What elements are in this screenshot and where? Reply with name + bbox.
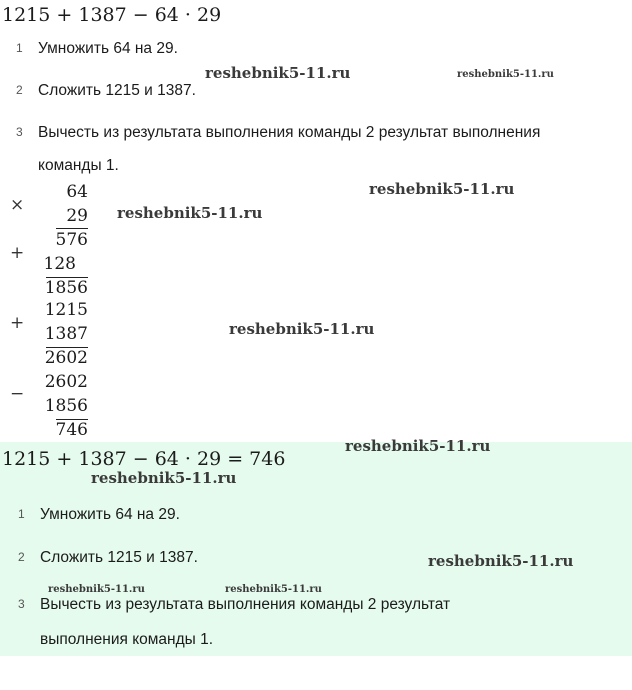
answer-step-1 [18,506,180,524]
plus-sign: + [10,313,25,333]
operand: 1215 [44,300,88,320]
operand: 2602 [44,372,88,392]
column-addition-partial [40,252,88,300]
watermark: reshebnik5-11.ru [369,180,515,198]
step-3-continued [38,157,119,175]
result-line [46,347,88,348]
step-number: 2 [16,83,23,97]
plus-sign: + [10,243,25,263]
result-line [46,277,88,278]
multiply-sign: × [10,195,25,215]
step-text: Сложить 1215 и 1387. [40,549,198,566]
watermark: reshebnik5-11.ru [205,64,351,82]
column-subtraction [40,370,88,442]
step-text: Умножить 64 на 29. [38,40,178,57]
result: 746 [55,420,88,440]
operand: 29 [66,206,88,226]
result-line [56,228,88,229]
step-number: 1 [18,507,25,521]
result: 576 [55,230,88,250]
step-number: 2 [18,550,25,564]
column-multiplication [40,180,88,252]
watermark: reshebnik5-11.ru [225,584,322,595]
step-number: 3 [16,125,23,139]
step-text: Вычесть из результата выполнения команды 2 результат выполнения [38,124,541,141]
answer-step-3-continued [40,631,213,649]
step-text: Сложить 1215 и 1387. [38,82,196,99]
watermark: reshebnik5-11.ru [117,204,263,222]
step-text: Умножить 64 на 29. [40,506,180,523]
step-1 [16,40,178,58]
watermark: reshebnik5-11.ru [457,69,554,80]
step-text: Вычесть из результата выполнения команды 2 результат [40,596,451,613]
operand: 1387 [44,324,88,344]
watermark: reshebnik5-11.ru [428,552,574,570]
operand: 64 [66,182,88,202]
step-text: выполнения команды 1. [40,631,214,648]
watermark: reshebnik5-11.ru [48,584,145,595]
step-text: команды 1. [38,157,119,174]
result-line [56,419,88,420]
answer-step-3 [18,596,450,614]
answer-step-2 [18,549,198,567]
problem-expression: 1215 + 1387 − 64 · 29 [2,4,222,26]
watermark: reshebnik5-11.ru [91,469,237,487]
result: 1856 [44,278,88,298]
step-number: 3 [18,597,25,611]
watermark: reshebnik5-11.ru [345,437,491,455]
operand: 1856 [44,396,88,416]
answer-expression: 1215 + 1387 − 64 · 29 = 746 [2,448,286,470]
step-number: 1 [16,41,23,55]
watermark: reshebnik5-11.ru [229,320,375,338]
operand: 128 [43,254,76,274]
step-2 [16,82,196,100]
result: 2602 [44,348,88,368]
minus-sign: − [10,384,25,404]
step-3 [16,124,540,142]
column-addition [40,298,88,370]
